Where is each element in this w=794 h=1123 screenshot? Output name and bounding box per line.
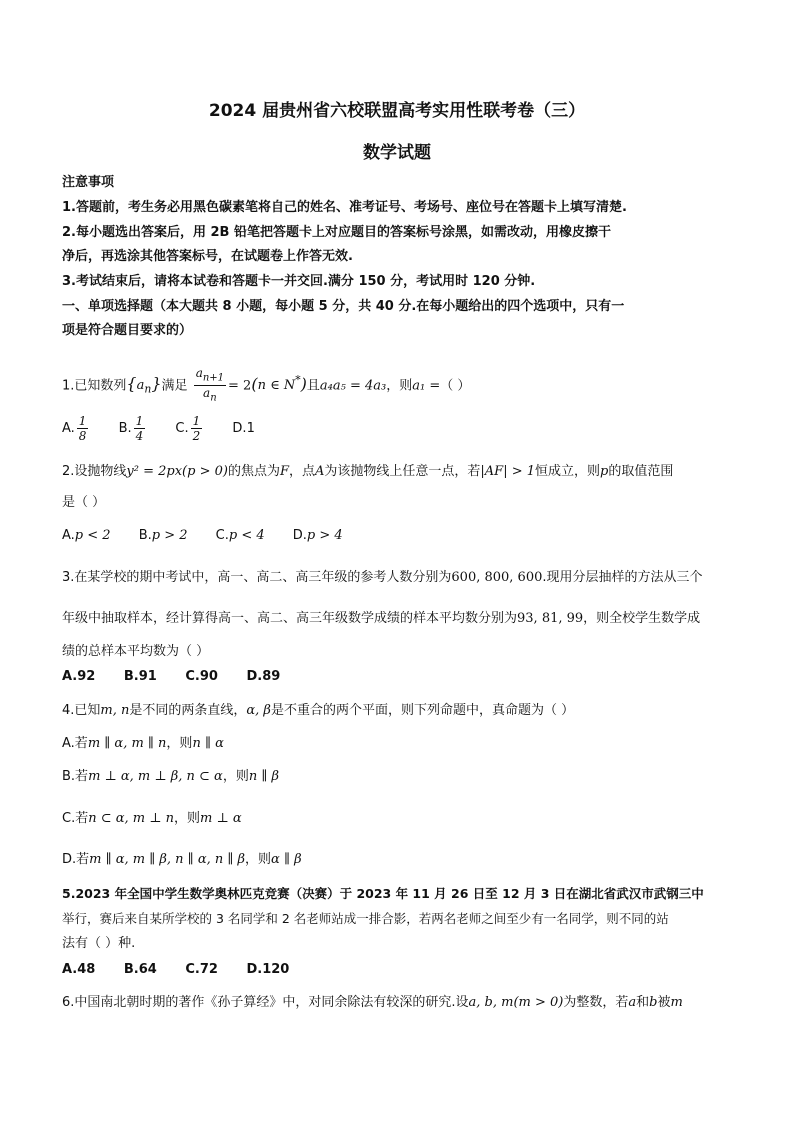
- notice-heading: 注意事项: [62, 175, 115, 190]
- q3-option-c[interactable]: C.90: [185, 669, 218, 684]
- exam-title: 2024 届贵州省六校联盟高考实用性联考卷（三）: [208, 101, 586, 121]
- q5-options: [62, 961, 313, 979]
- question-3-cont2: 绩的总样本平均数为（ ）: [62, 644, 210, 659]
- notice-item-3: 3.考试结束后，请将本试卷和答题卡一并交回.满分 150 分，考试用时 120 分钟.: [62, 274, 536, 289]
- question-2-cont: 是（ ）: [62, 495, 106, 510]
- q2-option-a[interactable]: A.p < 2: [62, 528, 111, 543]
- q3-option-d[interactable]: D.89: [246, 669, 281, 684]
- section-heading-cont: 项是符合题目要求的）: [62, 323, 193, 338]
- question-5-cont: 举行，赛后来自某所学校的 3 名同学和 2 名老师站成一排合影，若两名老师之间至少有一名同学，则不同的站: [62, 911, 669, 926]
- q3-options: [62, 668, 304, 686]
- q5-option-b[interactable]: B.64: [123, 962, 157, 977]
- question-2: 2.设抛物线y² = 2px(p > 0)的焦点为F，点A为该抛物线上任意一点，若|AF| > 1恒成立，则p的取值范围: [62, 464, 674, 479]
- q5-option-c[interactable]: C.72: [185, 962, 218, 977]
- q1-option-d[interactable]: D.1: [232, 421, 255, 436]
- q1-ratio-fraction: $\frac{a_{n+1}}{a_n}$: [195, 366, 225, 404]
- question-6: 6.中国南北朝时期的著作《孙子算经》中，对同余除法有较深的研究.设a, b, m(m > 0)为整数，若a和b被m: [62, 995, 683, 1010]
- question-3: 3.在某学校的期中考试中，高一、高二、高三年级的参考人数分别为600, 800, 600.现用分层抽样的方法从三个: [62, 570, 703, 585]
- q1-option-c[interactable]: C. $\frac{1}{2}$: [175, 414, 201, 443]
- q5-option-d[interactable]: D.120: [246, 962, 290, 977]
- q3-option-a[interactable]: A.92: [62, 669, 96, 684]
- q3-option-b[interactable]: B.91: [123, 669, 157, 684]
- question-5: 5.2023 年全国中学生数学奥林匹克竞赛（决赛）于 2023 年 11 月 26 日至 12 月 3 日在湖北省武汉市武钢三中: [62, 886, 704, 901]
- question-1: 1.已知数列$\{a_n\}$满足 $\frac{a_{n+1}}{a_n}$ = 2(n ∈ N*)且a₄a₅ = 4a₃，则a₁ =（ ）: [62, 366, 471, 404]
- q4-option-c[interactable]: C.若n ⊂ α, m ⊥ n，则m ⊥ α: [62, 811, 242, 826]
- notice-item-2: 2.每小题选出答案后，用 2B 铅笔把答题卡上对应题目的答案标号涂黑，如需改动，用橡皮擦干: [62, 225, 611, 240]
- question-4: 4.已知m, n是不同的两条直线，α, β是不重合的两个平面，则下列命题中，真命题为（ ）: [62, 703, 575, 718]
- exam-subtitle: 数学试题: [363, 143, 431, 163]
- q1-options: [62, 414, 279, 443]
- question-3-cont: 年级中抽取样本，经计算得高一、高二、高三年级数学成绩的样本平均数分别为93, 81, 99，则全校学生数学成: [62, 611, 701, 626]
- question-5-cont2: 法有（ ）种.: [62, 936, 136, 951]
- q1-option-b[interactable]: B. $\frac{1}{4}$: [118, 414, 144, 443]
- q2-option-d[interactable]: D.p > 4: [292, 528, 343, 543]
- q4-option-b[interactable]: B.若m ⊥ α, m ⊥ β, n ⊂ α，则n ∥ β: [62, 769, 280, 784]
- notice-item-1: 1.答题前，考生务必用黑色碳素笔将自己的姓名、准考证号、考场号、座位号在答题卡上填写清楚.: [62, 200, 627, 215]
- section-heading: 一、单项选择题（本大题共 8 小题，每小题 5 分，共 40 分.在每小题给出的四个选项中，只有一: [62, 299, 625, 314]
- q4-option-a[interactable]: A.若m ∥ α, m ∥ n，则n ∥ α: [62, 736, 224, 751]
- q4-option-d[interactable]: D.若m ∥ α, m ∥ β, n ∥ α, n ∥ β，则α ∥ β: [62, 852, 302, 867]
- q1-option-a[interactable]: A. $\frac{1}{8}$: [62, 414, 87, 443]
- q2-option-c[interactable]: C.p < 4: [215, 528, 265, 543]
- q2-options: [62, 527, 367, 545]
- notice-item-2-cont: 净后，再选涂其他答案标号，在试题卷上作答无效.: [62, 249, 353, 264]
- q5-option-a[interactable]: A.48: [62, 962, 96, 977]
- q2-option-b[interactable]: B.p > 2: [138, 528, 188, 543]
